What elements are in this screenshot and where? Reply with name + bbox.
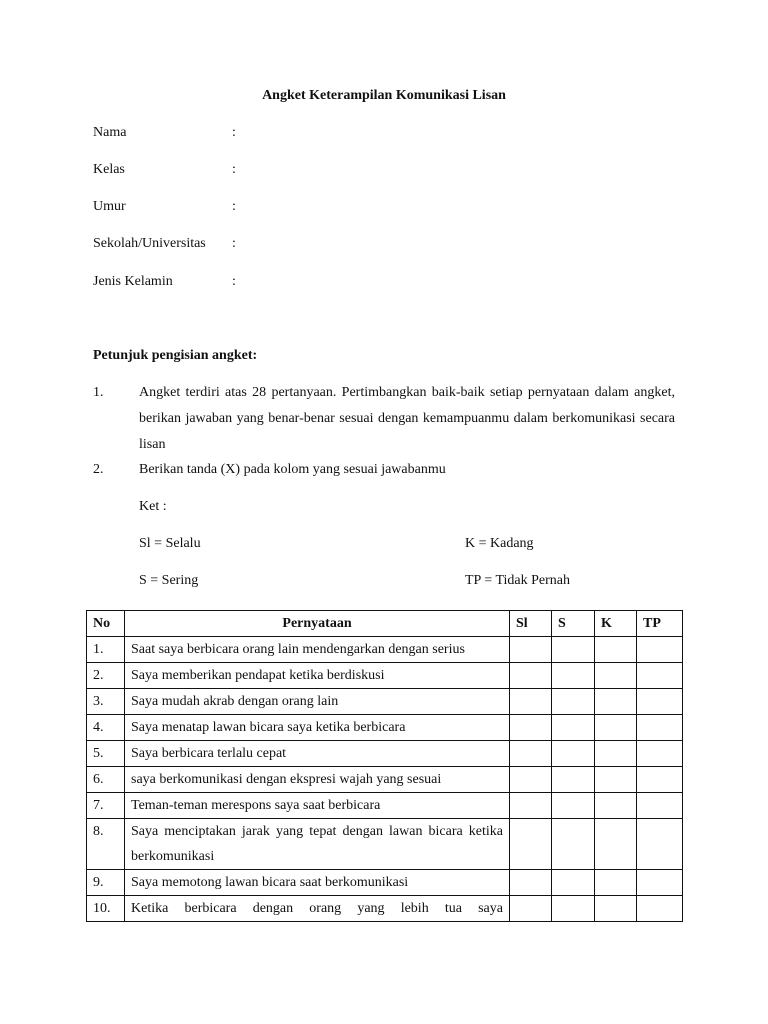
answer-cell-tp[interactable] (637, 637, 683, 663)
table-row (87, 819, 683, 870)
answer-cell-k[interactable] (595, 741, 637, 767)
field-colon: : (232, 162, 236, 177)
answer-cell-tp[interactable] (637, 689, 683, 715)
answer-cell-s[interactable] (552, 637, 595, 663)
answer-cell-s[interactable] (552, 896, 595, 922)
row-number: 4. (87, 715, 125, 741)
answer-cell-sl[interactable] (510, 689, 552, 715)
answer-cell-k[interactable] (595, 663, 637, 689)
table-row (87, 689, 683, 715)
ket-label: Ket : (139, 499, 167, 514)
field-label: Kelas (93, 162, 125, 177)
row-statement-cell (125, 896, 510, 922)
legend-tp: TP = Tidak Pernah (465, 573, 570, 588)
table-row (87, 793, 683, 819)
table-row (87, 663, 683, 689)
answer-cell-sl[interactable] (510, 870, 552, 896)
header-s: S (552, 611, 595, 637)
row-number: 5. (87, 741, 125, 767)
field-colon: : (232, 236, 236, 251)
header-statement: Pernyataan (125, 611, 510, 637)
row-statement: Saya memotong lawan bicara saat berkomunikasi (125, 870, 510, 896)
answer-cell-sl[interactable] (510, 663, 552, 689)
table-row (87, 870, 683, 896)
answer-cell-k[interactable] (595, 637, 637, 663)
answer-cell-sl[interactable] (510, 896, 552, 922)
row-statement: Saat saya berbicara orang lain mendengarkan dengan serius (125, 637, 510, 663)
answer-cell-tp[interactable] (637, 793, 683, 819)
row-number: 9. (87, 870, 125, 896)
row-statement: Saya mudah akrab dengan orang lain (125, 689, 510, 715)
instruction-item (93, 457, 675, 483)
row-number: 10. (87, 896, 125, 922)
instruction-number: 1. (93, 385, 104, 400)
header-k: K (595, 611, 637, 637)
table-row (87, 715, 683, 741)
header-no: No (87, 611, 125, 637)
answer-cell-s[interactable] (552, 715, 595, 741)
header-tp: TP (637, 611, 683, 637)
row-statement: Ketika berbicara dengan orang yang lebih tua saya (131, 901, 503, 916)
answer-cell-tp[interactable] (637, 819, 683, 870)
instruction-item (93, 380, 675, 460)
answer-cell-k[interactable] (595, 896, 637, 922)
row-statement: Saya memberikan pendapat ketika berdiskusi (125, 663, 510, 689)
field-colon: : (232, 125, 236, 140)
answer-cell-sl[interactable] (510, 767, 552, 793)
table-row (87, 637, 683, 663)
row-number: 7. (87, 793, 125, 819)
instruction-text: Angket terdiri atas 28 pertanyaan. Pertimbangkan baik-baik setiap pernyataan dalam angket, berikan jawaban yang benar-benar sesuai dengan kemampuanmu dalam berkomunikasi secara lisan (139, 385, 675, 452)
answer-cell-sl[interactable] (510, 715, 552, 741)
answer-cell-sl[interactable] (510, 793, 552, 819)
field-umur (93, 199, 393, 217)
answer-cell-k[interactable] (595, 870, 637, 896)
answer-cell-k[interactable] (595, 689, 637, 715)
field-nama (93, 125, 393, 143)
answer-cell-s[interactable] (552, 793, 595, 819)
row-statement: saya berkomunikasi dengan ekspresi wajah yang sesuai (125, 767, 510, 793)
row-statement: Saya menciptakan jarak yang tepat dengan lawan bicara ketika berkomunikasi (125, 819, 510, 870)
answer-cell-k[interactable] (595, 767, 637, 793)
row-number: 1. (87, 637, 125, 663)
row-number: 8. (87, 819, 125, 870)
answer-cell-tp[interactable] (637, 663, 683, 689)
document-title: Angket Keterampilan Komunikasi Lisan (262, 88, 506, 103)
answer-cell-sl[interactable] (510, 819, 552, 870)
answer-cell-s[interactable] (552, 767, 595, 793)
answer-cell-tp[interactable] (637, 715, 683, 741)
legend-s: S = Sering (139, 573, 199, 588)
row-statement: Saya berbicara terlalu cepat (125, 741, 510, 767)
row-number: 3. (87, 689, 125, 715)
answer-cell-tp[interactable] (637, 896, 683, 922)
instruction-text: Berikan tanda (X) pada kolom yang sesuai jawabanmu (139, 462, 446, 477)
field-label: Sekolah/Universitas (93, 236, 206, 251)
table-header-row (87, 611, 683, 637)
row-statement: Teman-teman merespons saya saat berbicara (125, 793, 510, 819)
field-sekolah-universitas (93, 236, 393, 254)
row-number: 6. (87, 767, 125, 793)
answer-cell-s[interactable] (552, 819, 595, 870)
answer-cell-k[interactable] (595, 819, 637, 870)
legend-sl: Sl = Selalu (139, 536, 201, 551)
answer-cell-s[interactable] (552, 663, 595, 689)
answer-cell-sl[interactable] (510, 637, 552, 663)
field-colon: : (232, 274, 236, 289)
field-jenis-kelamin (93, 274, 393, 292)
table-row (87, 767, 683, 793)
table-row (87, 741, 683, 767)
survey-table (86, 610, 683, 922)
instruction-number: 2. (93, 462, 104, 477)
answer-cell-s[interactable] (552, 870, 595, 896)
field-colon: : (232, 199, 236, 214)
answer-cell-k[interactable] (595, 715, 637, 741)
answer-cell-tp[interactable] (637, 767, 683, 793)
answer-cell-tp[interactable] (637, 741, 683, 767)
answer-cell-s[interactable] (552, 741, 595, 767)
answer-cell-tp[interactable] (637, 870, 683, 896)
field-label: Umur (93, 199, 126, 214)
field-label: Nama (93, 125, 127, 140)
answer-cell-s[interactable] (552, 689, 595, 715)
table-row (87, 896, 683, 922)
instructions-heading: Petunjuk pengisian angket: (93, 348, 258, 363)
row-number: 2. (87, 663, 125, 689)
header-sl: Sl (510, 611, 552, 637)
answer-cell-k[interactable] (595, 793, 637, 819)
field-label: Jenis Kelamin (93, 274, 173, 289)
answer-cell-sl[interactable] (510, 741, 552, 767)
legend-k: K = Kadang (465, 536, 534, 551)
row-statement: Saya menatap lawan bicara saya ketika berbicara (125, 715, 510, 741)
field-kelas (93, 162, 393, 180)
